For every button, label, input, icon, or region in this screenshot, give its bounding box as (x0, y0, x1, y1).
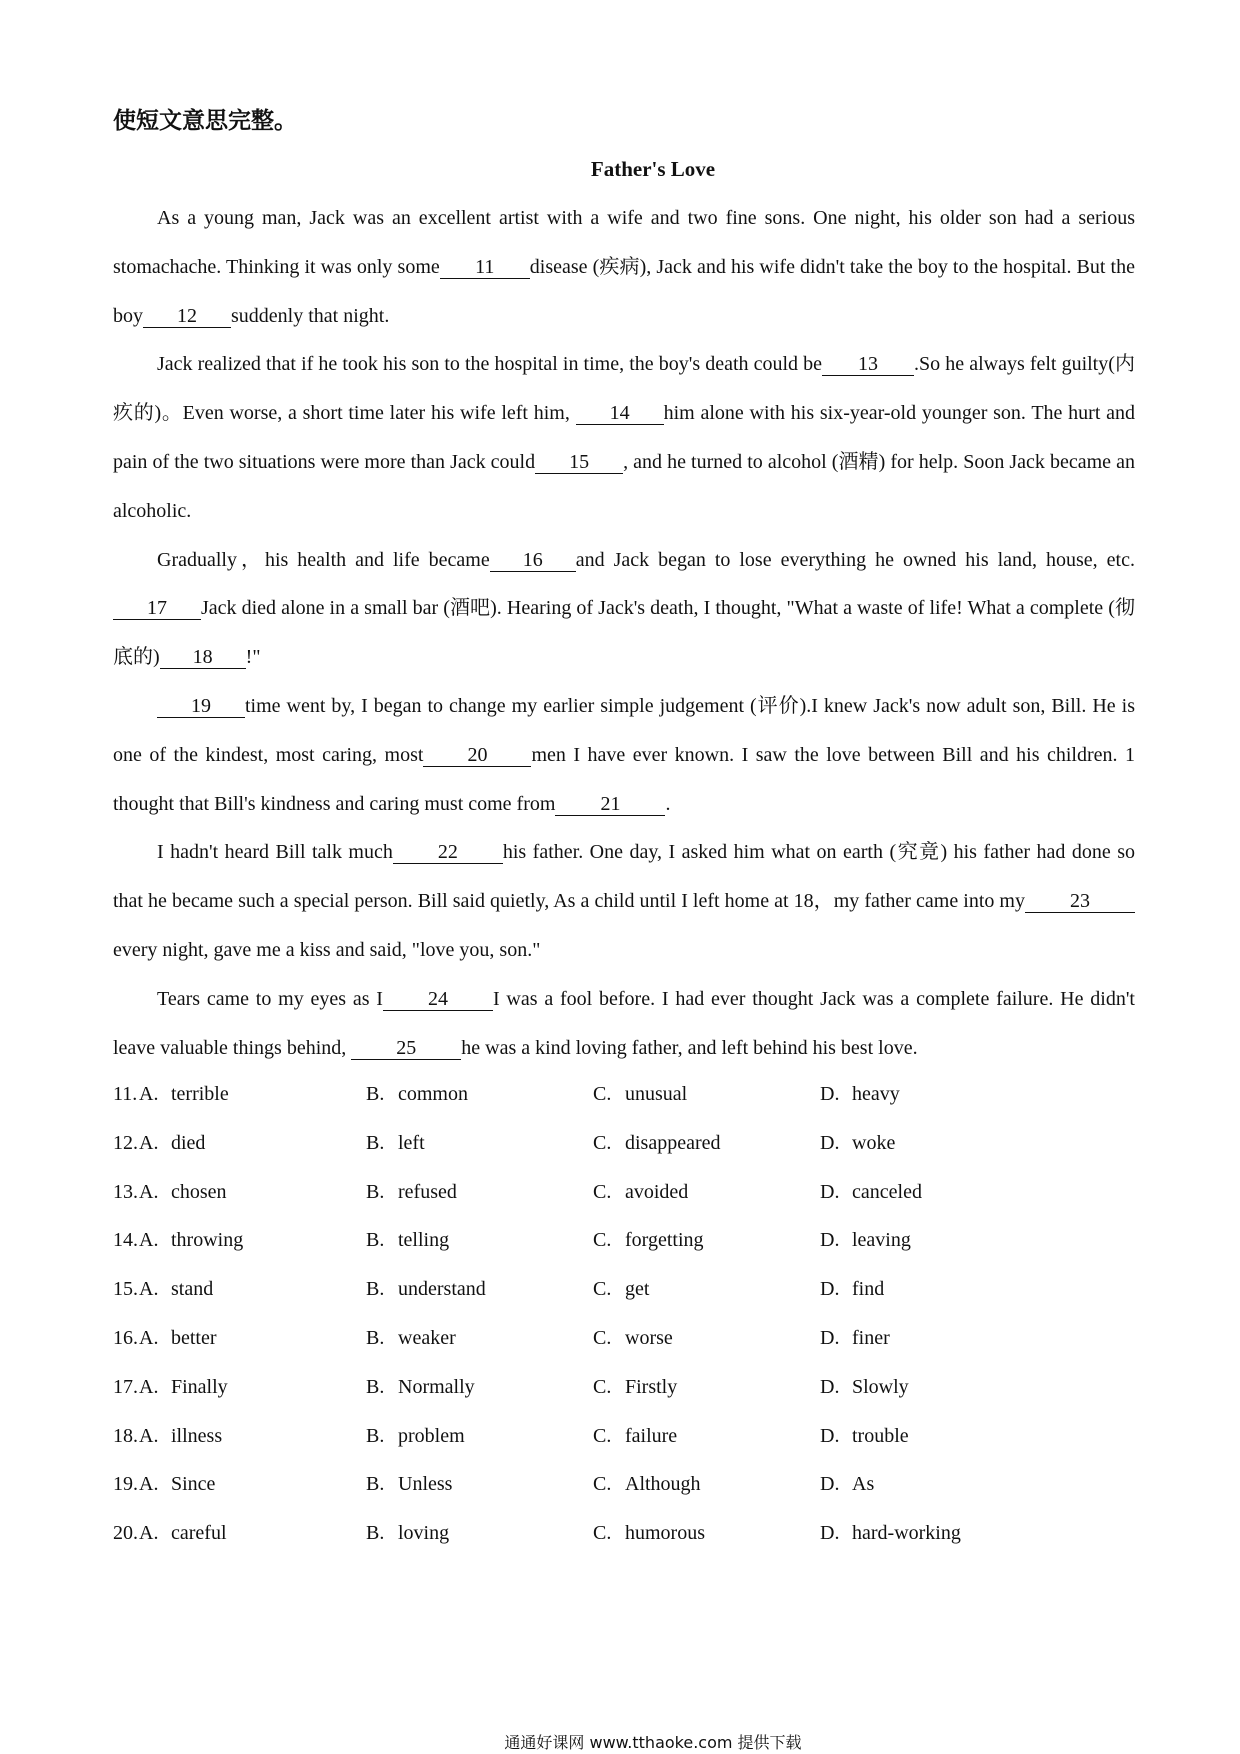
question-row (113, 1413, 1133, 1462)
blank-21: 21 (555, 793, 665, 816)
option-letter: D. (820, 1424, 840, 1447)
option-choice (820, 1229, 911, 1252)
option-text: hard-working (852, 1522, 961, 1545)
option-text: finer (852, 1326, 890, 1349)
option-text: telling (398, 1229, 450, 1252)
option-letter: A. (139, 1473, 159, 1496)
passage-text: .So he always felt guilty(内疚的)。Even worse, a short time later his wife left him, (113, 353, 1135, 425)
option-choice (593, 1473, 701, 1496)
option-text: forgetting (625, 1229, 704, 1252)
blank-13: 13 (822, 353, 914, 376)
option-text: throwing (171, 1229, 244, 1252)
option-letter: D. (820, 1083, 840, 1105)
option-letter: B. (366, 1473, 385, 1496)
blank-18: 18 (160, 646, 246, 669)
option-text: illness (171, 1424, 223, 1447)
passage-body (113, 194, 1135, 1072)
option-text: careful (171, 1522, 227, 1545)
question-options (113, 1071, 1133, 1559)
question-number: 16. (113, 1326, 138, 1349)
option-choice (139, 1229, 243, 1252)
option-text: unusual (625, 1083, 688, 1105)
paragraph (113, 975, 1135, 1073)
option-text: find (852, 1278, 885, 1301)
question-number: 13. (113, 1180, 138, 1203)
option-choice (593, 1376, 677, 1399)
passage-text: Gradually，his health and life became (157, 548, 490, 571)
paragraph (113, 536, 1135, 682)
blank-24: 24 (383, 988, 493, 1011)
option-letter: B. (366, 1326, 385, 1349)
option-text: left (398, 1131, 425, 1154)
question-number: 19. (113, 1473, 138, 1496)
option-letter: A. (139, 1375, 159, 1398)
option-text: failure (625, 1424, 678, 1447)
option-text: better (171, 1326, 217, 1349)
option-letter: B. (366, 1375, 385, 1398)
option-letter: A. (139, 1229, 159, 1252)
blank-15: 15 (535, 451, 623, 474)
question-row (113, 1510, 1133, 1559)
option-text: Firstly (625, 1375, 678, 1398)
option-letter: C. (593, 1375, 612, 1398)
passage-text: , and he turned to alcohol (酒精) for help. Soon Jack became an alcoholic. (113, 450, 1135, 522)
passage-text: . (665, 792, 671, 815)
option-letter: D. (820, 1131, 840, 1154)
blank-17: 17 (113, 597, 201, 620)
question-number: 17. (113, 1375, 138, 1398)
option-text: problem (398, 1424, 465, 1447)
blank-11: 11 (440, 256, 530, 279)
option-text: As (852, 1473, 875, 1496)
instruction-heading: 使短文意思完整。 (113, 108, 297, 134)
option-letter: A. (139, 1131, 159, 1154)
option-choice (366, 1522, 449, 1545)
question-row (113, 1120, 1133, 1169)
passage-text: Jack realized that if he took his son to the hospital in time, the boy's death could be (157, 353, 823, 376)
option-choice (366, 1278, 486, 1301)
blank-23: 23 (1025, 890, 1135, 913)
passage-text: time went by, I began to change my earlier simple judgement (评价).I knew Jack's now adult son, Bill. He is one of the kindest, most caring, most (113, 694, 1135, 766)
blank-22: 22 (393, 841, 503, 864)
passage-text: I was a fool before. I had ever thought Jack was a complete failure. He didn't leave valuable things behind, (113, 987, 1135, 1059)
question-row (113, 1266, 1133, 1315)
option-choice (139, 1181, 227, 1204)
option-letter: B. (366, 1278, 385, 1301)
paragraph (113, 194, 1135, 340)
passage-text: As a young man, Jack was an excellent artist with a wife and two fine sons. One night, his older son had a serious stomachache. Thinking it was only some (113, 207, 1135, 278)
option-choice (820, 1473, 874, 1496)
option-text: died (171, 1131, 206, 1154)
option-text: terrible (171, 1083, 229, 1105)
option-text: get (625, 1278, 650, 1301)
question-number: 11. (113, 1083, 138, 1105)
option-choice (139, 1522, 227, 1545)
option-letter: D. (820, 1229, 840, 1252)
option-text: weaker (398, 1326, 456, 1349)
option-text: heavy (852, 1083, 900, 1105)
question-number: 20. (113, 1522, 138, 1545)
option-letter: A. (139, 1180, 159, 1203)
option-letter: D. (820, 1180, 840, 1203)
option-text: worse (625, 1326, 673, 1349)
option-choice (139, 1327, 217, 1350)
passage-text: and Jack began to lose everything he owned his land, house, etc. (575, 548, 1135, 571)
option-choice (366, 1083, 468, 1106)
option-letter: D. (820, 1326, 840, 1349)
option-text: woke (852, 1131, 896, 1154)
option-letter: A. (139, 1326, 159, 1349)
option-text: Finally (171, 1375, 228, 1398)
option-letter: A. (139, 1424, 159, 1447)
passage-title: Father's Love (590, 157, 716, 181)
option-choice (820, 1181, 922, 1204)
option-choice (593, 1327, 673, 1350)
option-text: Unless (398, 1473, 453, 1496)
option-choice (820, 1327, 890, 1350)
question-row (113, 1071, 1133, 1120)
option-text: loving (398, 1522, 450, 1545)
option-text: avoided (625, 1180, 689, 1203)
question-number: 14. (113, 1229, 138, 1252)
option-choice (820, 1083, 900, 1106)
passage-text: Tears came to my eyes as I (157, 987, 383, 1010)
passage-text: suddenly that night. (231, 304, 390, 327)
question-number: 12. (113, 1131, 138, 1154)
paragraph (113, 828, 1135, 974)
option-choice (593, 1181, 688, 1204)
option-letter: C. (593, 1326, 612, 1349)
option-choice (593, 1278, 649, 1301)
paragraph (113, 682, 1135, 828)
option-text: Since (171, 1473, 216, 1496)
option-text: understand (398, 1278, 486, 1301)
option-text: stand (171, 1278, 214, 1301)
option-choice (139, 1132, 205, 1155)
option-choice (820, 1278, 884, 1301)
option-choice (593, 1083, 687, 1106)
option-letter: B. (366, 1083, 385, 1105)
option-text: Slowly (852, 1375, 909, 1398)
option-letter: D. (820, 1522, 840, 1545)
question-number: 15. (113, 1278, 138, 1301)
option-letter: A. (139, 1522, 159, 1545)
option-letter: D. (820, 1375, 840, 1398)
option-letter: C. (593, 1278, 612, 1301)
option-choice (593, 1132, 721, 1155)
option-choice (366, 1132, 425, 1155)
option-letter: C. (593, 1131, 612, 1154)
option-choice (139, 1278, 213, 1301)
option-choice (366, 1473, 452, 1496)
option-text: common (398, 1083, 468, 1105)
option-letter: C. (593, 1083, 612, 1105)
option-choice (366, 1376, 475, 1399)
option-letter: C. (593, 1180, 612, 1203)
option-letter: B. (366, 1180, 385, 1203)
option-text: leaving (852, 1229, 911, 1252)
question-number: 18. (113, 1424, 138, 1447)
option-letter: C. (593, 1522, 612, 1545)
option-choice (820, 1522, 961, 1545)
option-text: refused (398, 1180, 457, 1203)
option-choice (139, 1083, 229, 1106)
option-text: disappeared (625, 1131, 721, 1154)
option-letter: C. (593, 1424, 612, 1447)
option-letter: D. (820, 1473, 840, 1496)
passage-text: his father. One day, I asked him what on earth (究竟) his father had done so that he became such a special person. Bill said quietly, As a child until I left home at 18，my father came into my (113, 841, 1135, 913)
option-choice (366, 1327, 456, 1350)
option-letter: C. (593, 1229, 612, 1252)
passage-text: I hadn't heard Bill talk much (157, 841, 393, 864)
question-row (113, 1169, 1133, 1218)
question-row (113, 1217, 1133, 1266)
passage-text: disease (疾病), Jack and his wife didn't take the boy to the hospital. But the boy (113, 255, 1135, 327)
option-choice (593, 1425, 677, 1448)
option-choice (593, 1522, 705, 1545)
option-letter: B. (366, 1522, 385, 1545)
question-row (113, 1315, 1133, 1364)
option-text: canceled (852, 1180, 922, 1203)
passage-text: !" (245, 646, 261, 669)
passage-text: every night, gave me a kiss and said, "love you, son." (113, 938, 541, 961)
passage-text: Jack died alone in a small bar (酒吧). Hearing of Jack's death, I thought, "What a waste of life! What a complete (彻底的) (113, 597, 1135, 669)
option-choice (593, 1229, 704, 1252)
passage-text: him alone with his six-year-old younger son. The hurt and pain of the two situations were more than Jack could (113, 402, 1136, 473)
option-text: Although (625, 1473, 701, 1496)
option-letter: B. (366, 1424, 385, 1447)
blank-25: 25 (351, 1037, 461, 1060)
option-choice (139, 1376, 228, 1399)
blank-19: 19 (157, 695, 245, 718)
option-letter: A. (139, 1083, 159, 1105)
option-choice (820, 1132, 895, 1155)
option-letter: D. (820, 1278, 840, 1301)
option-letter: B. (366, 1229, 385, 1252)
question-row (113, 1364, 1133, 1413)
option-choice (820, 1425, 909, 1448)
option-letter: C. (593, 1473, 612, 1496)
option-text: humorous (625, 1522, 705, 1545)
option-choice (139, 1473, 215, 1496)
passage-text: men I have ever known. I saw the love between Bill and his children. 1 thought that Bill's kindness and caring must come from (113, 743, 1135, 815)
option-letter: A. (139, 1278, 159, 1301)
option-text: chosen (171, 1180, 227, 1203)
option-choice (139, 1425, 222, 1448)
option-text: trouble (852, 1424, 909, 1447)
paragraph (113, 340, 1135, 535)
option-choice (820, 1376, 909, 1399)
option-choice (366, 1181, 457, 1204)
option-letter: B. (366, 1131, 385, 1154)
blank-14: 14 (576, 402, 664, 425)
page-footer: 通通好课网 www.tthaoke.com 提供下载 (504, 1733, 802, 1752)
blank-20: 20 (423, 744, 531, 767)
option-choice (366, 1229, 449, 1252)
blank-16: 16 (490, 549, 576, 572)
question-row (113, 1461, 1133, 1510)
blank-12: 12 (143, 305, 231, 328)
option-choice (366, 1425, 465, 1448)
passage-text: he was a kind loving father, and left behind his best love. (461, 1036, 918, 1059)
option-text: Normally (398, 1375, 475, 1398)
